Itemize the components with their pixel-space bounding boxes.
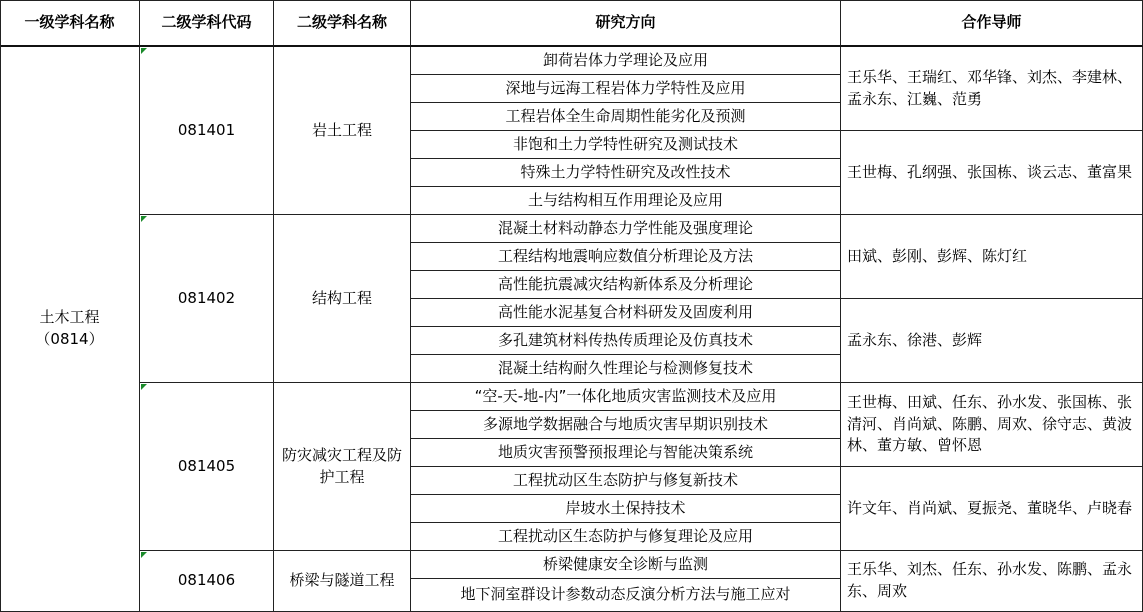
discipline-code-cell: 081401: [140, 47, 274, 215]
advisors-cell: 王乐华、刘杰、任东、孙水发、陈鹏、孟永东、周欢: [841, 551, 1143, 612]
research-direction-cell: 工程岩体全生命周期性能劣化及预测: [411, 103, 841, 131]
header-advisors: 合作导师: [841, 0, 1143, 47]
research-direction-cell: 深地与远海工程岩体力学特性及应用: [411, 75, 841, 103]
research-direction-cell: 土与结构相互作用理论及应用: [411, 187, 841, 215]
research-direction-cell: 混凝土材料动静态力学性能及强度理论: [411, 215, 841, 243]
advisors-cell: 王乐华、王瑞红、邓华锋、刘杰、李建林、孟永东、江巍、范勇: [841, 47, 1143, 131]
discipline-name-cell: 结构工程: [274, 215, 411, 383]
research-direction-cell: 桥梁健康安全诊断与监测: [411, 551, 841, 579]
research-direction-cell: 工程扰动区生态防护与修复新技术: [411, 467, 841, 495]
discipline-name-cell: 桥梁与隧道工程: [274, 551, 411, 612]
level1-discipline-code: （0814）: [35, 330, 104, 348]
research-direction-cell: 多孔建筑材料传热传质理论及仿真技术: [411, 327, 841, 355]
discipline-name-cell: 防灾减灾工程及防护工程: [274, 383, 411, 551]
level1-discipline-cell: [0, 47, 140, 612]
advisors-cell: 许文年、肖尚斌、夏振尧、董晓华、卢晓春: [841, 467, 1143, 551]
level1-discipline-name: 土木工程: [39, 308, 100, 327]
header-research-direction: 研究方向: [411, 0, 841, 47]
cell-comment-marker: [141, 216, 147, 222]
research-direction-cell: 特殊土力学特性研究及改性技术: [411, 159, 841, 187]
research-direction-cell: 高性能抗震减灾结构新体系及分析理论: [411, 271, 841, 299]
advisors-cell: 孟永东、徐港、彭辉: [841, 299, 1143, 383]
discipline-name-cell: 岩土工程: [274, 47, 411, 215]
header-level2-discipline: 二级学科名称: [274, 0, 411, 47]
advisors-cell: 王世梅、田斌、任东、孙水发、张国栋、张清河、肖尚斌、陈鹏、周欢、徐守志、黄波林、董方敏、曾怀恩: [841, 383, 1143, 467]
research-direction-cell: 工程结构地震响应数值分析理论及方法: [411, 243, 841, 271]
research-direction-cell: 地下洞室群设计参数动态反演分析方法与施工应对: [411, 579, 841, 612]
research-direction-cell: 多源地学数据融合与地质灾害早期识别技术: [411, 411, 841, 439]
discipline-code-cell: 081406: [140, 551, 274, 612]
research-direction-cell: 地质灾害预警预报理论与智能决策系统: [411, 439, 841, 467]
header-discipline-code: 二级学科代码: [140, 0, 274, 47]
research-direction-cell: 工程扰动区生态防护与修复理论及应用: [411, 523, 841, 551]
research-direction-cell: 高性能水泥基复合材料研发及固废利用: [411, 299, 841, 327]
discipline-code-cell: 081405: [140, 383, 274, 551]
research-direction-cell: “空-天-地-内”一体化地质灾害监测技术及应用: [411, 383, 841, 411]
discipline-code-cell: 081402: [140, 215, 274, 383]
advisors-cell: 田斌、彭刚、彭辉、陈灯红: [841, 215, 1143, 299]
research-direction-cell: 卸荷岩体力学理论及应用: [411, 47, 841, 75]
header-level1-discipline: 一级学科名称: [0, 0, 140, 47]
cell-comment-marker: [141, 48, 147, 54]
research-direction-cell: 非饱和土力学特性研究及测试技术: [411, 131, 841, 159]
research-direction-cell: 混凝土结构耐久性理论与检测修复技术: [411, 355, 841, 383]
cell-comment-marker: [141, 384, 147, 390]
research-direction-cell: 岸坡水土保持技术: [411, 495, 841, 523]
cell-comment-marker: [141, 552, 147, 558]
advisors-cell: 王世梅、孔纲强、张国栋、谈云志、董富果: [841, 131, 1143, 215]
